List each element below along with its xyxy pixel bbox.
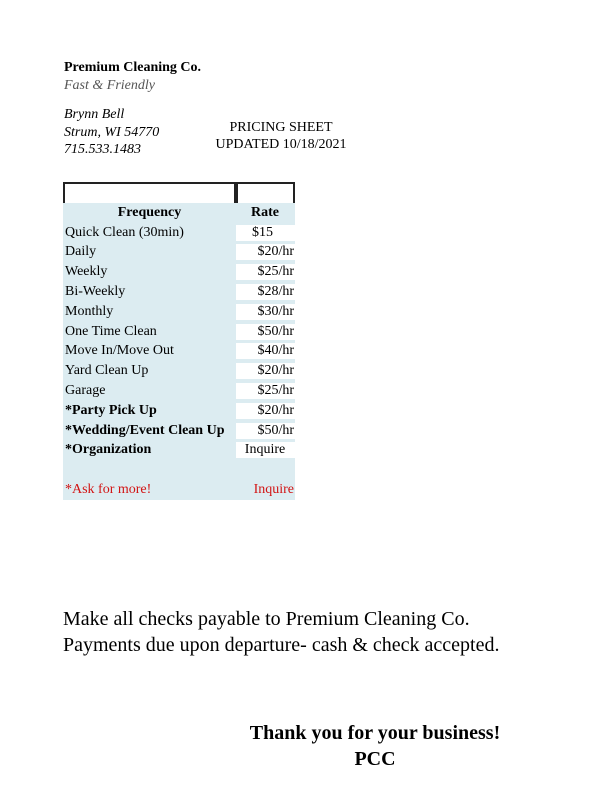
- table-row: [63, 223, 295, 243]
- table-row: [63, 342, 295, 362]
- table-row: [63, 322, 295, 342]
- company-name: Premium Cleaning Co.: [64, 60, 202, 75]
- table-note-row: [63, 480, 295, 500]
- table-header-row: [63, 203, 295, 223]
- service-rate: $20/hr: [236, 363, 295, 379]
- contact-phone: 715.533.1483: [64, 142, 141, 157]
- table-blank-row: [63, 460, 295, 480]
- service-name: Move In/Move Out: [65, 343, 174, 359]
- service-rate: $40/hr: [236, 343, 295, 359]
- contact-city: Strum, WI 54770: [64, 124, 160, 140]
- service-name: Garage: [65, 383, 106, 399]
- table-row: [63, 441, 295, 461]
- table-row: [63, 243, 295, 263]
- frequency-header: Frequency: [117, 204, 182, 220]
- table-row: [63, 282, 295, 302]
- table-row: [63, 262, 295, 282]
- frequency-column-cap: [63, 182, 236, 203]
- service-name: Weekly: [65, 264, 108, 280]
- table-top-border: [63, 182, 295, 203]
- table-body: [63, 203, 295, 500]
- service-name: *Party Pick Up: [65, 402, 157, 418]
- service-name: Daily: [65, 244, 97, 260]
- table-row: [63, 302, 295, 322]
- service-name: *Wedding/Event Clean Up: [65, 422, 225, 438]
- thank-you-message: Thank you for your business!: [249, 722, 501, 744]
- table-row: [63, 401, 295, 421]
- contact-name: Brynn Bell: [64, 107, 125, 122]
- service-name: Yard Clean Up: [65, 363, 149, 379]
- service-rate: $28/hr: [236, 284, 295, 300]
- contact-block: [64, 106, 159, 159]
- pricing-table: [63, 182, 295, 500]
- payment-line-checks: Make all checks payable to Premium Cleaning Co.: [63, 608, 470, 630]
- sheet-heading: [200, 119, 362, 153]
- service-rate: $30/hr: [236, 304, 295, 320]
- service-rate: $20/hr: [236, 244, 295, 260]
- service-name: One Time Clean: [65, 323, 157, 339]
- service-rate: $15: [236, 225, 295, 241]
- service-rate: $50/hr: [236, 423, 295, 439]
- ask-for-more-rate: Inquire: [236, 482, 295, 498]
- service-name: Bi-Weekly: [65, 284, 126, 300]
- sheet-updated: UPDATED 10/18/2021: [215, 137, 347, 152]
- ask-for-more-note: *Ask for more!: [65, 482, 152, 498]
- table-row: [63, 361, 295, 381]
- table-row: [63, 421, 295, 441]
- company-tagline: Fast & Friendly: [64, 78, 155, 93]
- table-row: [63, 381, 295, 401]
- service-rate: $50/hr: [236, 324, 295, 340]
- payment-line-due: Payments due upon departure- cash & check accepted.: [63, 634, 500, 656]
- rate-header: Rate: [236, 205, 295, 221]
- service-rate: Inquire: [236, 442, 295, 458]
- signoff: PCC: [354, 748, 396, 770]
- sheet-title: PRICING SHEET: [229, 120, 333, 135]
- service-rate: $20/hr: [236, 403, 295, 419]
- service-name: Monthly: [65, 303, 114, 319]
- thank-you-block: [225, 720, 525, 772]
- service-rate: $25/hr: [236, 264, 295, 280]
- rate-column-cap: [236, 182, 295, 203]
- payment-terms: [63, 606, 499, 658]
- service-rate: $25/hr: [236, 383, 295, 399]
- service-name: Quick Clean (30min): [65, 224, 184, 240]
- service-name: *Organization: [65, 442, 152, 458]
